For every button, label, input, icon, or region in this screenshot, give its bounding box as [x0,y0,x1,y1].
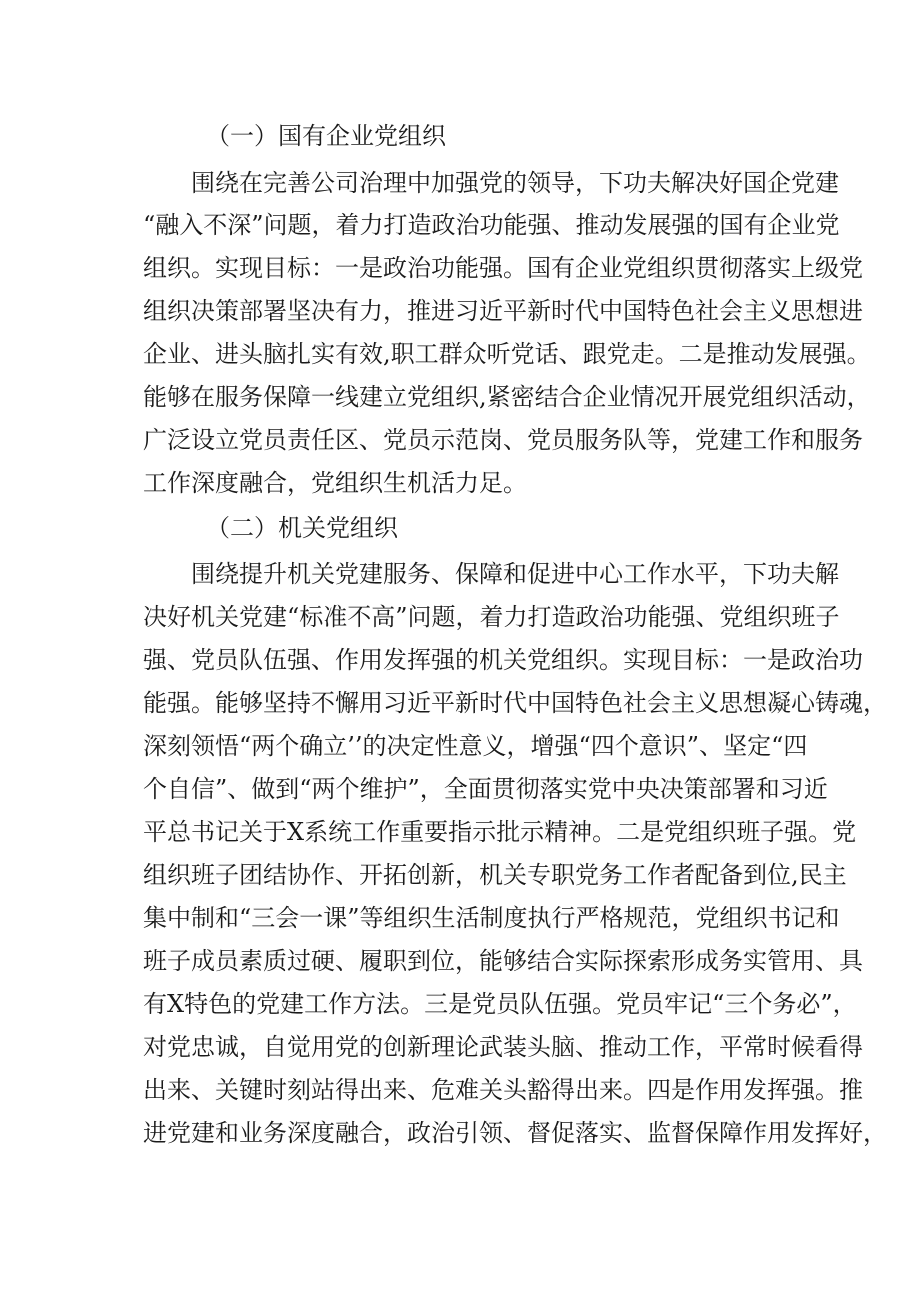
paragraph-line: 组织决策部署坚决有力，推进习近平新时代中国特色社会主义思想进 [143,297,863,325]
section-heading-2: （二）机关党组织 [206,514,398,542]
paragraph-line: 平总书记关于X系统工作重要指示批示精神。二是党组织班子强。党 [143,818,857,846]
paragraph-line: 强、党员队伍强、作用发挥强的机关党组织。实现目标：一是政治功 [143,646,863,674]
paragraph-line: 出来、关键时刻站得出来、危难关头豁得出来。四是作用发挥强。推 [143,1076,863,1104]
paragraph-line: 围绕提升机关党建服务、保障和促进中心工作水平，下功夫解 [191,560,839,588]
paragraph-line: 有X特色的党建工作方法。三是党员队伍强。党员牢记“三个务必”， [143,990,857,1018]
paragraph-line: 决好机关党建“标准不高”问题，着力打造政治功能强、党组织班子 [143,603,840,631]
paragraph-line: 进党建和业务深度融合，政治引领、督促落实、监督保障作用发挥好， [143,1119,887,1147]
paragraph-line: 能够在服务保障一线建立党组织,紧密结合企业情况开展党组织活动， [143,383,871,411]
section-heading-1: （一）国有企业党组织 [206,122,446,150]
paragraph-line: 企业、进头脑扎实有效,职工群众听党话、跟党走。二是推动发展强。 [143,340,871,368]
paragraph-line: 集中制和“三会一课”等组织生活制度执行严格规范，党组织书记和 [143,904,840,932]
paragraph-line: 工作深度融合，党组织生机活力足。 [143,469,527,497]
paragraph-line: 对党忠诚，自觉用党的创新理论武装头脑、推动工作，平常时候看得 [143,1033,863,1061]
paragraph-line: 个自信”、做到“两个维护”，全面贯彻落实党中央决策部署和习近 [143,775,828,803]
paragraph-line: 能强。能够坚持不懈用习近平新时代中国特色社会主义思想凝心铸魂， [143,689,887,717]
paragraph-line: 广泛设立党员责任区、党员示范岗、党员服务队等，党建工作和服务 [143,426,863,454]
paragraph-line: 围绕在完善公司治理中加强党的领导，下功夫解决好国企党建 [191,169,839,197]
paragraph-line: 组织。实现目标：一是政治功能强。国有企业党组织贯彻落实上级党 [143,254,863,282]
paragraph-line: 班子成员素质过硬、履职到位，能够结合实际探索形成务实管用、具 [143,947,863,975]
paragraph-line: 组织班子团结协作、开拓创新，机关专职党务工作者配备到位,民主 [143,861,847,889]
paragraph-line: 深刻领悟“两个确立’’的决定性意义，增强“四个意识”、坚定“四 [143,732,808,760]
paragraph-line: “融入不深”问题，着力打造政治功能强、推动发展强的国有企业党 [143,211,840,239]
